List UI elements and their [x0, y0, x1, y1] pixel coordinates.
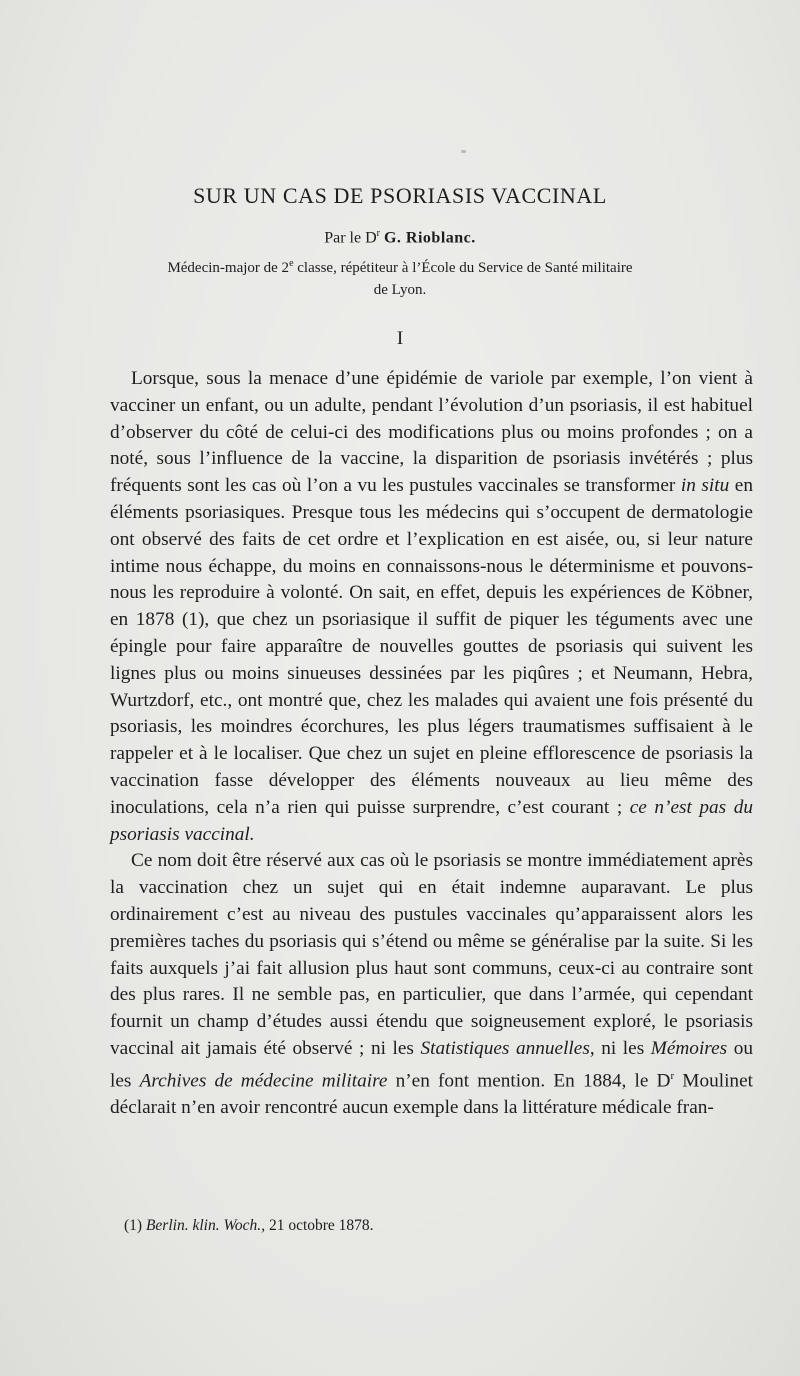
footnote: [124, 1217, 744, 1235]
paragraph-2: [110, 848, 753, 1121]
affiliation-text-b: classe, répétiteur à l’École du Service de Santé militaire: [293, 260, 633, 276]
footnote-journal: Berlin. klin. Woch.: [145, 1217, 262, 1234]
article-body: [110, 366, 753, 1122]
p1-text-a: Lorsque, sous la menace d’une épidémie de variole par exemple, l’on vient à vacciner un enfant, ou un adulte, pendant l’évolution d’un psoriasis, il est habituel d’observer du côté de celui-ci des modifications plus ou moins profondes ; on a noté, sous l’influence de la vaccine, la disparition de psoriasis invétérés ; plus fréquents sont les cas où l’on a vu les pustules vaccinales se transformer: [110, 368, 753, 497]
p2-italic-archives: Archives de médecine militaire: [139, 1070, 388, 1092]
affiliation-text-a: Médecin-major de 2: [167, 260, 290, 276]
p2-sup: r: [670, 1069, 675, 1082]
affiliation-line-1: [100, 253, 700, 279]
p2-text-a: Ce nom doit être réservé aux cas où le psoriasis se montre immédiatement après la vaccination chez un sujet qui en était indemne auparavant. Le plus ordinairement c’est au niveau des pustules vaccinales qu’apparaissent alors les premières taches du psoriasis qui s’étend ou même se généralise par la suite. Si les faits auxquels j’ai fait allusion plus haut sont communs, ceux-ci au contraire sont des plus rares. Il ne semble pas, en particulier, que dans l’armée, qui cependant fournit un champ d’études aussi étendu que soigneusement exploré, le psoriasis vaccinal ait jamais été observé ; ni les: [110, 850, 753, 1059]
byline-prefix: Par le D: [324, 229, 377, 247]
p2-italic-statistiques: Statistiques annuelles: [420, 1037, 590, 1059]
article-title: SUR UN CAS DE PSORIASIS VACCINAL: [193, 183, 607, 208]
p2-italic-memoires: Mémoires: [650, 1037, 728, 1059]
author-affiliation: [100, 253, 700, 301]
paragraph-1: [110, 366, 753, 848]
footnote-date: , 21 octobre 1878.: [261, 1217, 374, 1234]
paper-speck: [461, 150, 466, 153]
p1-text-b: en éléments psoriasiques. Presque tous les médecins qui s’occupent de dermatologie ont observé des faits de cet ordre et l’explication en est aisée, ou, si leur nature intime nous échappe, du moins en connaissons-nous le déterminisme et pouvons-nous les reproduire à volonté. On sait, en effet, depuis les expériences de Köbner, en 1878 (1), que chez un psoriasique il suffit de piquer les téguments avec une épingle pour faire apparaître de nouvelles gouttes de psoriasis qui suivent les lignes plus ou moins sinueuses dessinées par les piqûres ; et Neumann, Hebra, Wurtzdorf, etc., ont montré que, chez les malades qui avaient une fois présenté du psoriasis, les moindres écorchures, les plus légers traumatismes suffisaient à le rappeler et à le localiser. Que chez un sujet en pleine efflorescence de psoriasis la vaccination fasse développer des éléments nouveaux au lieu même des inoculations, cela n’a rien qui puisse surprendre, c’est courant ;: [110, 475, 753, 818]
p1-italic-conclusion: ce n’est pas du psoriasis vaccinal.: [110, 796, 753, 845]
affiliation-sup: e: [289, 258, 294, 269]
p2-text-d: n’en font mention. En 1884, le D: [395, 1070, 671, 1092]
author-byline: [0, 228, 800, 247]
byline-sup: r: [376, 228, 380, 239]
footnote-marker: (1): [124, 1217, 143, 1234]
p2-text-c: ou les: [110, 1037, 753, 1092]
p2-text-b: , ni les: [589, 1037, 645, 1059]
p2-text-e: Moulinet déclarait n’en avoir rencontré aucun exemple dans la littérature médicale fran-: [110, 1070, 753, 1118]
p1-italic-in-situ: in situ: [680, 475, 730, 497]
author-name: G. Rioblanc.: [383, 229, 476, 247]
section-heading: I: [396, 328, 404, 349]
affiliation-line-2: de Lyon.: [373, 282, 427, 298]
